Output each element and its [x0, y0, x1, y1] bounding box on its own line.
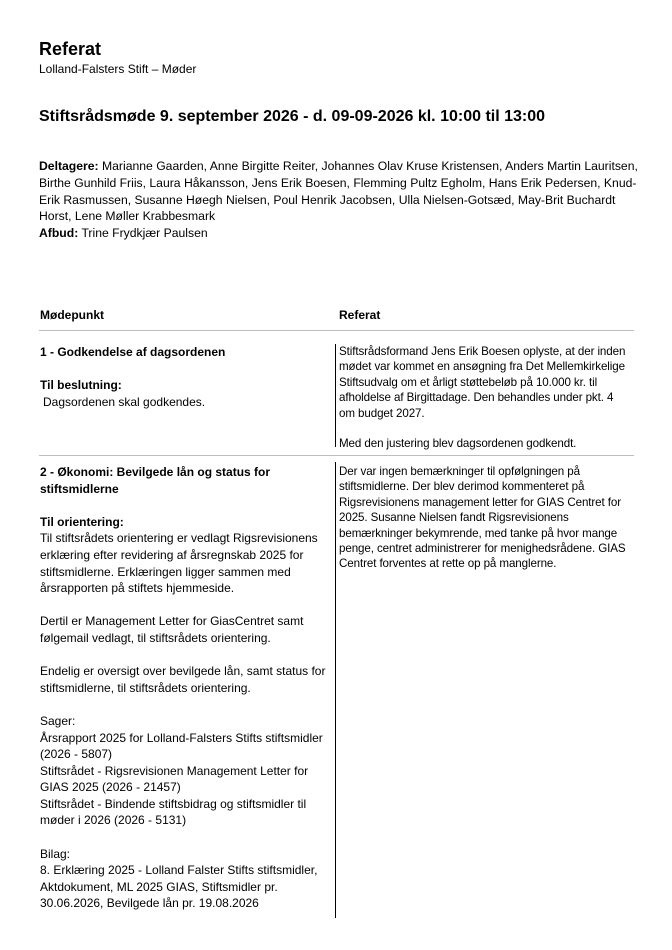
minutes-item-2: [339, 464, 631, 572]
table-divider: [39, 330, 634, 331]
attachments-label: Bilag:: [40, 846, 71, 861]
attachments-list: 8. Erklæring 2025 - Lolland Falster Stifts stiftsmidler, Aktdokument, ML 2025 GIAS, Stiftsmidler pr. 30.06.2026, Bevilgede lån pr. 19.08.2026: [40, 863, 318, 911]
section-label: Til beslutning:: [40, 378, 122, 393]
agenda-item-2: [40, 464, 332, 912]
column-header-agenda: Mødepunkt: [40, 308, 104, 322]
attendees-list: Marianne Gaarden, Anne Birgitte Reiter, Johannes Olav Kruse Kristensen, Anders Martin Lauritsen, Birthe Gunhild Friis, Laura Håkansson, Jens Erik Boesen, Flemming Pultz Egholm, Hans Erik Pedersen, Knud-Erik Rasmussen, Susanne Høegh Nielsen, Poul Henrik Jacobsen, Ulla Nielsen-Gotsæd, May-Brit Buchardt Horst, Lene Møller Krabbesmark: [39, 159, 638, 224]
case-entry: Stiftsrådet - Rigsrevisionen Management Letter for GIAS 2025 (2026 - 21457): [40, 763, 309, 795]
minutes-paragraph: Stiftsrådsformand Jens Erik Boesen oplyste, at der inden mødet var kommet en ansøgning fra Det Mellemkirkelige Stiftsudvalg om et årligt støttebeløb på 10.000 kr. til afholdelse af Birgittadage. Den behandles under pkt. 4 om budget 2027.: [339, 345, 626, 420]
item-title: 1 - Godkendelse af dagsordenen: [40, 345, 226, 359]
meeting-title: Stiftsrådsmøde 9. september 2026 - d. 09-09-2026 kl. 10:00 til 13:00: [39, 108, 546, 125]
item-paragraph: Endelig er oversigt over bevilgede lån, samt status for stiftsmidlerne, til stiftsrådets orientering.: [40, 664, 326, 695]
item-paragraph: Dertil er Management Letter for GiasCentret samt følgemail vedlagt, til stiftsrådets orientering.: [40, 614, 304, 645]
absent-label: Afbud:: [39, 226, 79, 241]
cases-label: Sager:: [40, 713, 76, 728]
item-text: Dagsordenen skal godkendes.: [43, 394, 206, 409]
case-entry: Årsrapport 2025 for Lolland-Falsters Stifts stiftsmidler (2026 - 5807): [40, 730, 323, 762]
case-entry: Stiftsrådet - Bindende stiftsbidrag og stiftsmidler til møder i 2026 (2026 - 5131): [40, 796, 307, 828]
column-header-minutes: Referat: [339, 308, 381, 322]
minutes-paragraph: Med den justering blev dagsordenen godkendt.: [339, 437, 577, 451]
item-title: 2 - Økonomi: Bevilgede lån og status for stiftsmidlerne: [40, 465, 271, 496]
item-paragraph: Til stiftsrådets orientering er vedlagt Rigsrevisionens erklæring efter revidering af årsregnskab 2025 for stiftsmidlerne. Erklæringen ligger sammen med årsrapporten på stiftets hjemmeside.: [40, 531, 318, 596]
column-separator: [335, 344, 336, 447]
absent-list: Trine Frydkjær Paulsen: [81, 226, 208, 241]
page-title: Referat: [39, 39, 102, 59]
page-subtitle: Lolland-Falsters Stift – Møder: [39, 62, 197, 76]
agenda-item-1: [40, 344, 330, 410]
minutes-item-1: [339, 344, 631, 452]
column-separator: [335, 462, 336, 918]
minutes-paragraph: Der var ingen bemærkninger til opfølgningen på stiftsmidlerne. Der blev derimod kommenteret på Rigsrevisionens management letter for GIAS Centret for 2025. Susanne Nielsen fandt Rigsrevisionens bemærkninger bekymrende, med tanke på hvor mange penge, centret administrerer for menighedsrådene. GIAS Centret forventes at rette op på manglerne.: [339, 465, 626, 571]
attendees-block: [39, 158, 639, 242]
section-label: Til orientering:: [40, 514, 124, 529]
table-divider: [39, 455, 634, 456]
attendees-label: Deltagere:: [39, 159, 99, 173]
